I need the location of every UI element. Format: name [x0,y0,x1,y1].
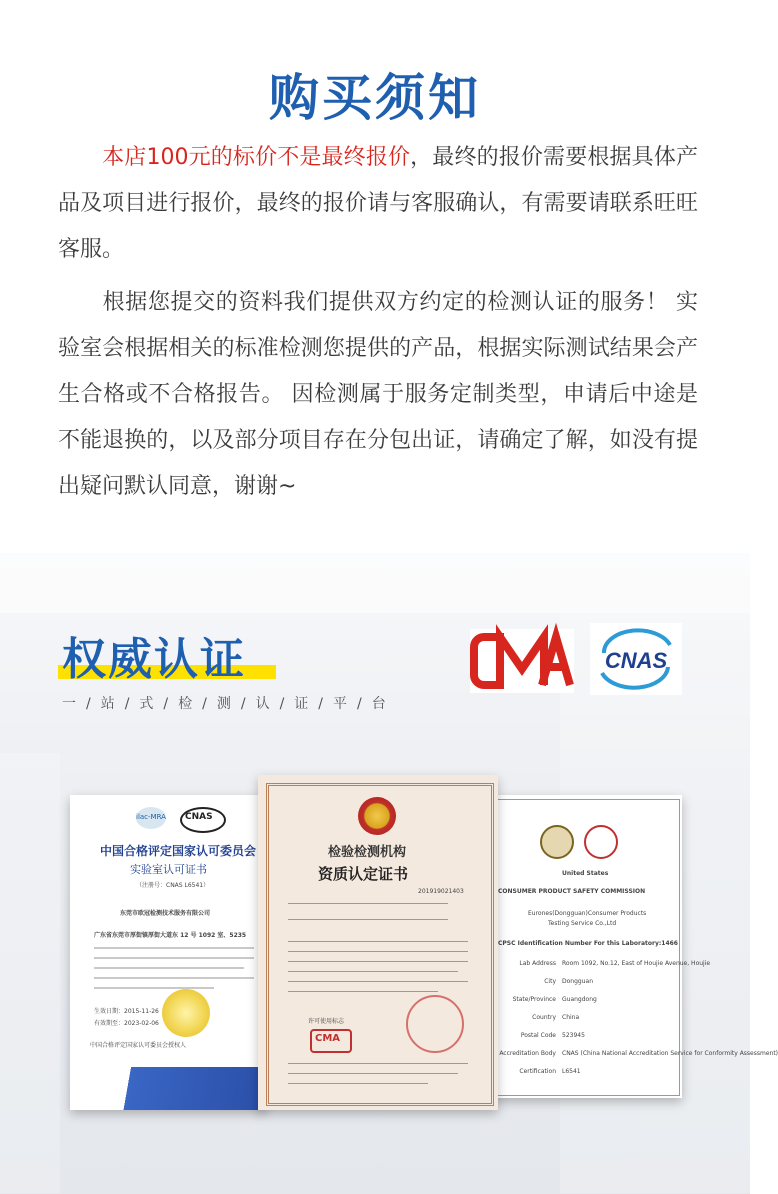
cpsc-eagle-icon [584,825,618,859]
cma-cert-number: 201919021403 [418,888,464,895]
cnas-cert-company: 东莞市欧冠检测技术服务有限公司 [120,910,211,917]
national-emblem-icon [358,797,396,835]
authority-certification-section [0,553,778,1194]
cpsc-row-key: Accreditation Body [499,1050,556,1057]
service-paragraph [58,280,698,510]
cpsc-certificate [492,795,778,1098]
cpsc-row-value: 523945 [562,1032,585,1039]
cpsc-row-key: State/Province [512,996,556,1003]
cnas-cert-footer: 中国合格评定国家认可委员会授权人 [90,1042,187,1049]
cpsc-row-value: Guangdong [562,996,597,1003]
cpsc-row-key: Country [532,1014,556,1021]
pricing-paragraph [58,135,698,273]
cpsc-commission: CONSUMER PRODUCT SAFETY COMMISSION [498,888,646,895]
cpsc-row-key: City [544,978,556,985]
service-detail-text: 根据您提交的资料我们提供双方约定的检测认证的服务！ 实验室会根据相关的标准检测您提供的产品，根据实际测试结果会产生合格或不合格报告。 因检测属于服务定制类型，申请后中途是不能退换的，以及部分项目存在分包出证，请确定了解，如没有提出疑问默认同意，谢谢~ [58,290,698,499]
cma-cert-title-2: 资质认定证书 [318,865,409,883]
cnas-cert-number: （注册号：CNAS L6541） [136,882,210,889]
cnas-cert-expires: 有效期至：2023-02-06 [94,1020,159,1027]
cpsc-row-value: China [562,1014,580,1021]
cnas-cert-title: 实验室认可证书 [130,863,207,876]
gold-seal-icon [162,989,210,1037]
cnas-logo [590,623,682,695]
certificate-blue-band [70,1067,266,1110]
cnas-logo-icon [590,623,682,695]
cnas-logo-text: CNAS [604,648,668,673]
cnas-cert-org: 中国合格评定国家认可委员会 [100,844,257,858]
cpsc-id-line: CPSC Identification Number For this Laboratory:1466 [498,940,678,947]
cma-certificate [258,775,498,1110]
purchase-notice-title: 购买须知 [269,69,481,127]
cpsc-lab-name-2: Testing Service Co.,Ltd [548,920,617,927]
cpsc-lab-name-1: Eurones(Dongguan)Consumer Products [528,910,647,917]
authority-subtitle: 一/站/式/检/测/认/证/平/台 [62,696,396,712]
cpsc-row-key: Postal Code [520,1032,556,1039]
cpsc-seal-icon [540,825,574,859]
cma-badge-label: 许可使用标志 [308,1018,345,1025]
purchase-notice-section [0,0,750,560]
cma-cert-title-1: 检验检测机构 [328,845,407,860]
cpsc-row-value: CNAS (China National Accreditation Service for Conformity Assessment) [562,1050,778,1057]
ilac-mark-text: ilac-MRA [136,813,166,821]
cpsc-row-value: Dongguan [562,978,593,985]
price-warning-text: 本店100元的标价不是最终报价 [102,145,411,170]
cnas-cert-address: 广东省东莞市厚街镇厚街大道东 12 号 1092 室、5235 [94,932,247,939]
cpsc-row-value: Room 1092, No.12, East of Houjie Avenue, Houjie [562,960,711,967]
cma-logo-icon [470,629,574,693]
cma-logo [470,629,574,693]
cnas-certificate [70,795,266,1110]
cma-badge-text: CMA [315,1033,341,1044]
cnas-mark-text: CNAS [185,812,213,822]
cpsc-country: United States [562,870,609,877]
official-stamp-icon [406,995,464,1053]
pricing-detail-text: ，最终的报价需要根据具体产品及项目进行报价，最终的报价请与客服确认，有需要请联系旺旺客服。 [58,145,698,262]
cpsc-row-value: L6541 [562,1068,581,1075]
cnas-cert-issued: 生效日期：2015-11-26 [94,1008,159,1015]
cpsc-row-key: Certification [519,1068,556,1075]
authority-title: 权威认证 [62,634,246,685]
cpsc-row-key: Lab Address [519,960,556,967]
